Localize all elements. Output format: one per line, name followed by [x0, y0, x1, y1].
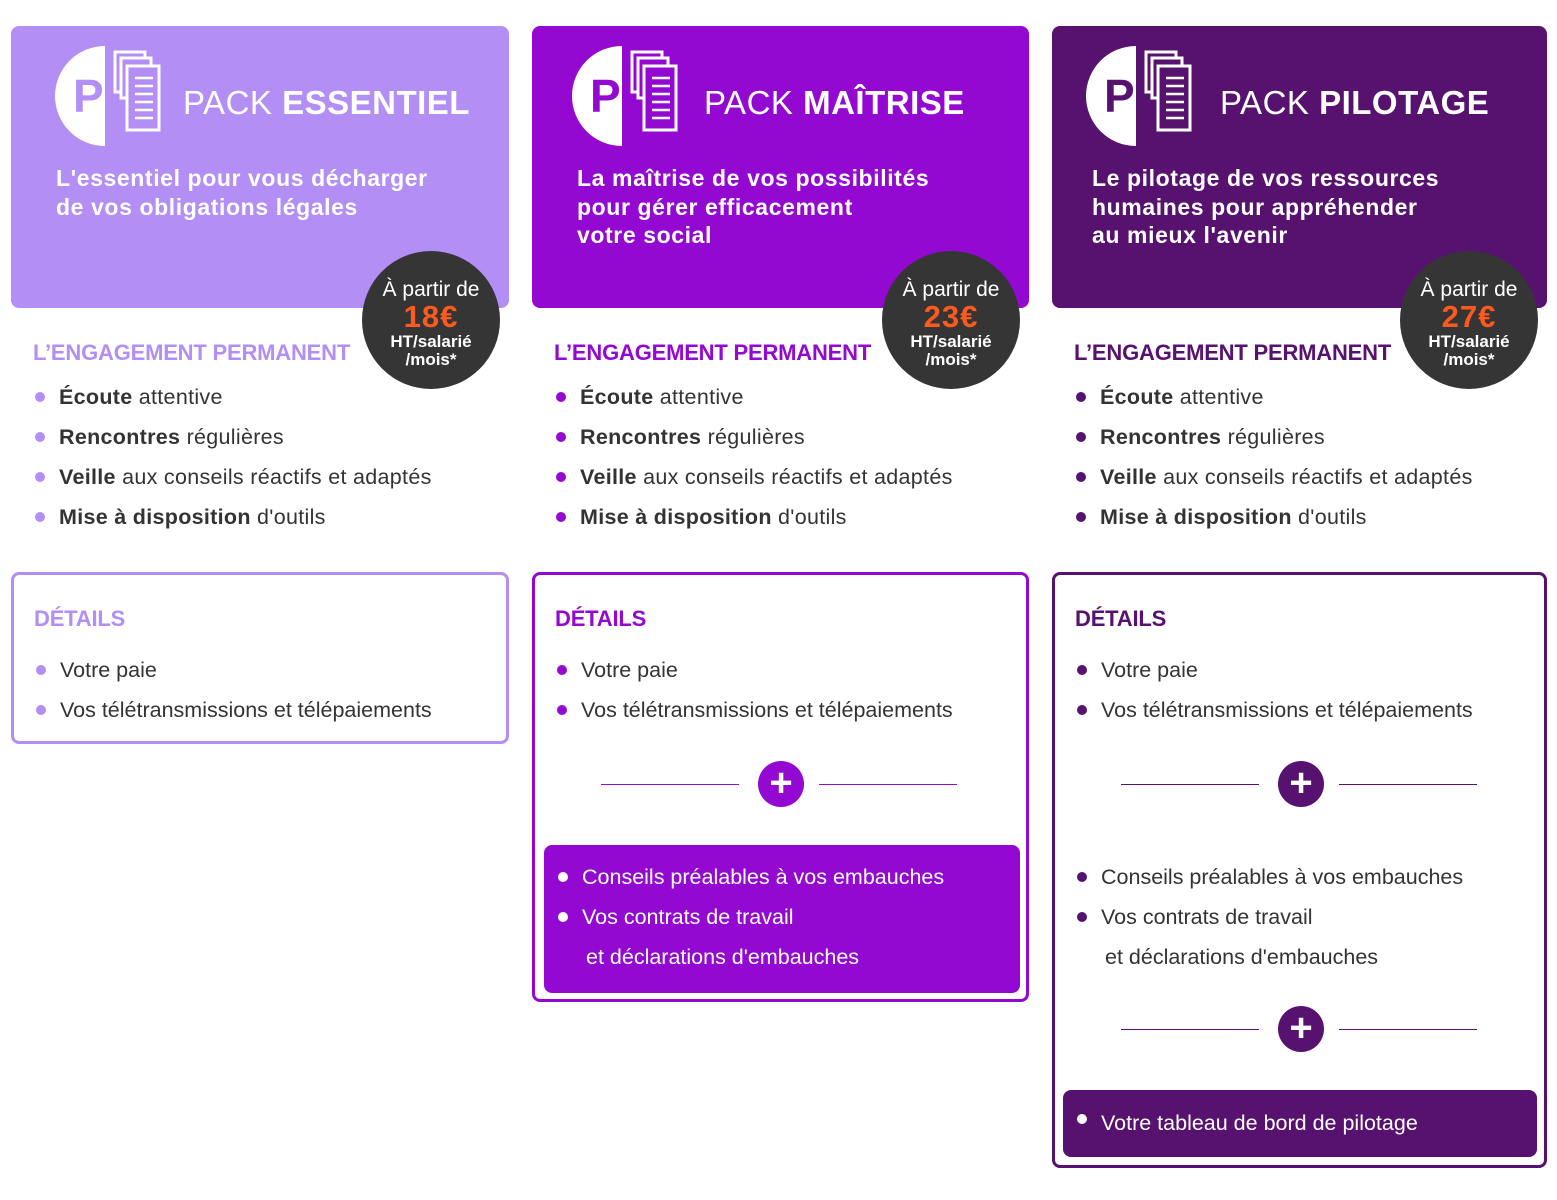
item-bold: Veille — [580, 465, 637, 489]
item-bold: Rencontres — [59, 425, 181, 449]
pack-title-light: PACK — [704, 84, 794, 121]
tagline-line: L'essentiel pour vous décharger — [56, 165, 428, 191]
pack-tagline — [577, 164, 997, 250]
list-item — [34, 690, 432, 730]
pack-title-light: PACK — [183, 84, 273, 121]
price-unit: HT/salarié — [390, 332, 472, 351]
tagline-line: de vos obligations légales — [56, 193, 358, 220]
list-item — [33, 417, 432, 457]
item-rest: attentive — [653, 385, 744, 409]
list-item — [1074, 457, 1473, 497]
list-item — [554, 377, 953, 417]
item-rest: aux conseils réactifs et adaptés — [636, 465, 953, 489]
price-badge — [1400, 251, 1538, 389]
bullet-icon — [35, 512, 45, 522]
bullet-icon — [1077, 665, 1087, 675]
details-box — [532, 572, 1029, 1002]
engagement-list — [33, 377, 432, 537]
divider-line — [1339, 784, 1477, 785]
list-item — [33, 377, 432, 417]
list-item — [555, 690, 953, 730]
divider-line — [1339, 1029, 1477, 1030]
item-text: Votre paie — [1101, 658, 1198, 682]
tagline-line: humaines pour appréhender — [1092, 193, 1418, 220]
bullet-icon — [1077, 872, 1087, 882]
item-bold: Veille — [1100, 465, 1157, 489]
item-text: Vos télétransmissions et télépaiements — [1101, 698, 1473, 722]
item-rest: régulières — [1221, 425, 1325, 449]
price-amount: 27€ — [1441, 299, 1497, 334]
bullet-icon — [1077, 705, 1087, 715]
item-text: Vos contrats de travail — [582, 905, 794, 929]
item-text: et déclarations d'embauches — [1105, 945, 1379, 969]
price-period: /mois* — [1443, 350, 1495, 369]
list-item — [33, 497, 432, 537]
details-title: DÉTAILS — [1075, 606, 1167, 631]
bullet-icon — [558, 872, 568, 882]
pack-title-bold: ESSENTIEL — [282, 84, 470, 121]
list-item — [1075, 690, 1473, 730]
bullet-icon — [556, 392, 566, 402]
details-list — [34, 650, 432, 730]
pack-tagline — [1092, 164, 1512, 250]
bullet-icon — [35, 472, 45, 482]
list-item — [556, 897, 944, 937]
pack-title-bold: PILOTAGE — [1319, 84, 1490, 121]
item-rest: aux conseils réactifs et adaptés — [115, 465, 432, 489]
tagline-line: votre social — [577, 222, 713, 248]
item-bold: Écoute — [580, 385, 654, 409]
item-rest: régulières — [701, 425, 805, 449]
list-item — [554, 417, 953, 457]
plus-divider — [1055, 760, 1544, 810]
plus-icon: + — [758, 761, 804, 807]
plus-divider — [1055, 1005, 1544, 1055]
bullet-icon — [556, 512, 566, 522]
list-item — [1075, 857, 1463, 897]
price-from: À partir de — [382, 278, 480, 301]
tagline-line: pour gérer efficacement — [577, 193, 853, 220]
price-from: À partir de — [1420, 278, 1518, 301]
list-item — [34, 650, 432, 690]
pack-title — [183, 84, 470, 122]
logo-letter: P — [73, 70, 104, 122]
item-rest: régulières — [180, 425, 284, 449]
document-pages-icon — [570, 46, 690, 146]
bullet-icon — [36, 665, 46, 675]
list-item — [1074, 377, 1473, 417]
tagline-line: Le pilotage de vos ressources — [1092, 165, 1440, 191]
bullet-icon — [1076, 472, 1086, 482]
item-bold: Mise à disposition — [580, 505, 772, 529]
price-from: À partir de — [902, 278, 1000, 301]
pack-title-light: PACK — [1220, 84, 1310, 121]
item-text: Vos télétransmissions et télépaiements — [60, 698, 432, 722]
list-item — [554, 457, 953, 497]
pack-title — [1220, 84, 1489, 122]
item-bold: Rencontres — [580, 425, 702, 449]
list-item — [1075, 937, 1463, 977]
bullet-icon — [557, 705, 567, 715]
item-bold: Écoute — [59, 385, 133, 409]
item-rest: d'outils — [1291, 505, 1367, 529]
tagline-line: La maîtrise de vos possibilités — [577, 165, 930, 191]
item-text: Vos contrats de travail — [1101, 905, 1313, 929]
item-rest: d'outils — [250, 505, 326, 529]
bullet-icon — [35, 392, 45, 402]
list-item — [1075, 1103, 1418, 1143]
extras-list — [1075, 857, 1463, 977]
details-title: DÉTAILS — [555, 606, 647, 631]
bullet-icon — [1077, 912, 1087, 922]
list-item — [556, 857, 944, 897]
bullet-icon — [558, 912, 568, 922]
item-text: Votre paie — [60, 658, 157, 682]
engagement-title: L’ENGAGEMENT PERMANENT — [1074, 340, 1392, 365]
logo-letter: P — [1104, 70, 1135, 122]
bullet-icon — [1076, 432, 1086, 442]
bullet-icon — [556, 472, 566, 482]
price-amount: 18€ — [403, 299, 459, 334]
plus-icon: + — [1278, 761, 1324, 807]
item-text: Conseils préalables à vos embauches — [582, 865, 945, 889]
list-item — [554, 497, 953, 537]
extras2-list — [1075, 1103, 1418, 1143]
price-unit: HT/salarié — [910, 332, 992, 351]
list-item — [1074, 497, 1473, 537]
extras2-box — [1063, 1090, 1537, 1157]
price-badge — [362, 251, 500, 389]
price-period: /mois* — [925, 350, 977, 369]
bullet-icon — [1077, 1114, 1087, 1124]
list-item — [1075, 897, 1463, 937]
item-rest: attentive — [1173, 385, 1264, 409]
item-text: Conseils préalables à vos embauches — [1101, 865, 1464, 889]
engagement-list — [554, 377, 953, 537]
divider-line — [819, 784, 957, 785]
item-text: Votre tableau de bord de pilotage — [1101, 1111, 1418, 1135]
bullet-icon — [36, 705, 46, 715]
item-bold: Mise à disposition — [1100, 505, 1292, 529]
engagement-list — [1074, 377, 1473, 537]
divider-line — [1121, 784, 1259, 785]
extras-box — [544, 845, 1020, 993]
divider-line — [601, 784, 739, 785]
pack-title-bold: MAÎTRISE — [803, 84, 965, 121]
price-amount: 23€ — [923, 299, 979, 334]
price-badge — [882, 251, 1020, 389]
bullet-icon — [557, 665, 567, 675]
price-period: /mois* — [405, 350, 457, 369]
document-pages-icon — [1084, 46, 1204, 146]
pack-title — [704, 84, 965, 122]
logo-letter: P — [590, 70, 621, 122]
item-rest: aux conseils réactifs et adaptés — [1156, 465, 1473, 489]
list-item — [556, 937, 944, 977]
list-item — [555, 650, 953, 690]
bullet-icon — [1076, 392, 1086, 402]
list-item — [1075, 650, 1473, 690]
details-list — [1075, 650, 1473, 730]
details-list — [555, 650, 953, 730]
plus-icon: + — [1278, 1006, 1324, 1052]
bullet-icon — [556, 432, 566, 442]
list-item — [1074, 417, 1473, 457]
tagline-line: au mieux l'avenir — [1092, 222, 1288, 248]
divider-line — [1121, 1029, 1259, 1030]
item-bold: Veille — [59, 465, 116, 489]
pack-tagline — [56, 164, 476, 221]
plus-divider — [535, 760, 1026, 810]
engagement-title: L’ENGAGEMENT PERMANENT — [554, 340, 872, 365]
item-rest: d'outils — [771, 505, 847, 529]
details-box — [1052, 572, 1547, 1168]
item-text: Vos télétransmissions et télépaiements — [581, 698, 953, 722]
extras-list — [556, 857, 944, 977]
price-unit: HT/salarié — [1428, 332, 1510, 351]
item-bold: Écoute — [1100, 385, 1174, 409]
document-pages-icon — [53, 46, 173, 146]
item-bold: Mise à disposition — [59, 505, 251, 529]
bullet-icon — [1076, 512, 1086, 522]
engagement-title: L’ENGAGEMENT PERMANENT — [33, 340, 351, 365]
list-item — [33, 457, 432, 497]
details-box — [11, 572, 509, 744]
item-text: et déclarations d'embauches — [586, 945, 860, 969]
details-title: DÉTAILS — [34, 606, 126, 631]
bullet-icon — [35, 432, 45, 442]
item-bold: Rencontres — [1100, 425, 1222, 449]
item-text: Votre paie — [581, 658, 678, 682]
item-rest: attentive — [132, 385, 223, 409]
